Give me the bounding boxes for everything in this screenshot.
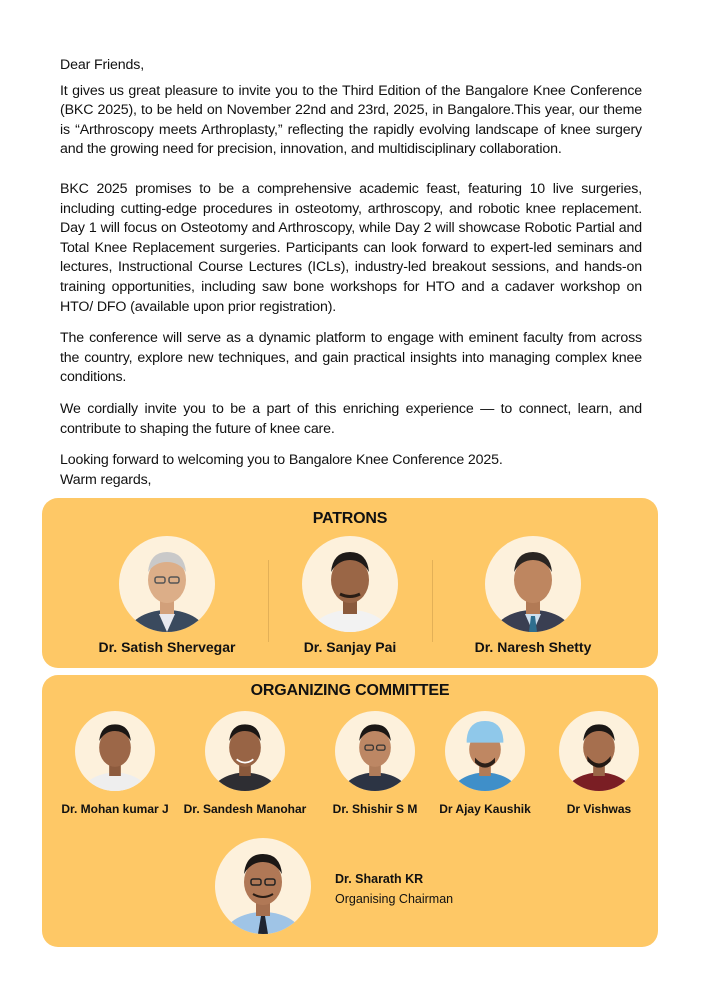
portrait-photo: [205, 711, 285, 791]
committee-panel: [42, 675, 658, 947]
portrait-photo: [559, 711, 639, 791]
letter-paragraph: BKC 2025 promises to be a comprehensive academic feast, featuring 10 live surgeries, including cutting-edge procedures in osteotomy, arthroscopy, and robotic knee replacement. Day 1 will focus on Osteotomy and Arthroscopy, while Day 2 will showcase Robotic Partial and Total Knee Replacement surgeries. Participants can look forward to expert-led seminars and lectures, Instructional Course Lectures (ICLs), industry-led breakout sessions, and hands-on training opportunities, including saw bone workshops for HTO and a cadaver workshop on HTO/ DFO (available upon prior registration).: [60, 180, 642, 315]
letter-paragraph: The conference will serve as a dynamic platform to engage with eminent faculty from across the country, explore new techniques, and gain practical insights into managing complex knee conditions.: [60, 330, 642, 386]
member-name: Dr. Shishir S M: [332, 802, 418, 816]
portrait-photo: [335, 711, 415, 791]
committee-member-card: [535, 711, 663, 816]
committee-member-card: [177, 711, 313, 816]
chairman-portrait-photo: [215, 838, 311, 934]
patron-name: Dr. Sanjay Pai: [303, 639, 397, 655]
patron-card: [448, 536, 618, 655]
letter-signoff: Warm regards,: [60, 471, 152, 488]
invitation-letter: [60, 56, 642, 490]
committee-member-card: [420, 711, 550, 816]
letter-paragraph: It gives us great pleasure to invite you to the Third Edition of the Bangalore Knee Conference (BKC 2025), to be held on November 22nd and 23rd, 2025, in Bangalore.This year, our theme is “Arthroscopy meets Arthroplasty,” reflecting the rapidly evolving landscape of knee surgery and the growing need for precision, innovation, and multidisciplinary collaboration.: [60, 82, 642, 158]
portrait-photo: [75, 711, 155, 791]
letter-paragraph: We cordially invite you to be a part of this enriching experience — to connect, learn, and contribute to shaping the future of knee care.: [60, 400, 642, 437]
patrons-title: PATRONS: [312, 510, 388, 527]
committee-title: ORGANIZING COMMITTEE: [250, 682, 450, 699]
patron-name: Dr. Satish Shervegar: [98, 639, 236, 655]
portrait-photo: [302, 536, 398, 632]
patrons-panel: [42, 498, 658, 668]
chairman-role: Organising Chairman: [335, 892, 454, 906]
portrait-photo: [119, 536, 215, 632]
member-name: Dr Ajay Kaushik: [439, 802, 531, 816]
portrait-photo: [445, 711, 525, 791]
patron-card: [265, 536, 435, 655]
patron-name: Dr. Naresh Shetty: [474, 639, 592, 655]
member-name: Dr Vishwas: [566, 802, 632, 816]
patron-card: [82, 536, 252, 655]
member-name: Dr. Sandesh Manohar: [183, 802, 307, 816]
portrait-photo: [485, 536, 581, 632]
chairman-name: Dr. Sharath KR: [335, 872, 424, 886]
committee-member-card: [50, 711, 180, 816]
member-name: Dr. Mohan kumar J: [61, 802, 169, 816]
letter-greeting: Dear Friends,: [60, 57, 144, 73]
letter-closing-line: Looking forward to welcoming you to Bangalore Knee Conference 2025.: [60, 452, 503, 469]
